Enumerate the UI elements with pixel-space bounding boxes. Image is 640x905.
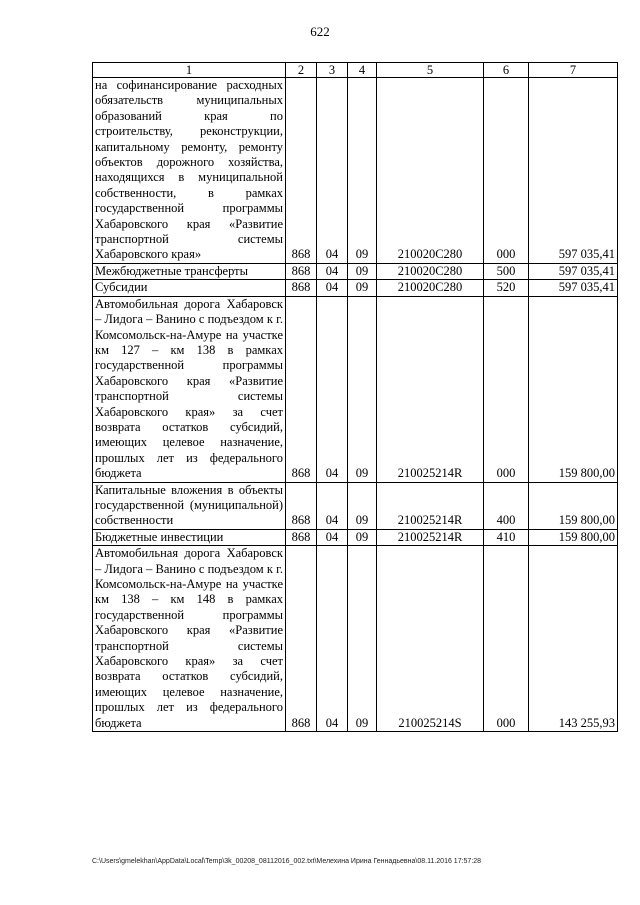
row-expense-type: 410 (484, 529, 529, 545)
row-section: 04 (317, 263, 348, 279)
row-subsection: 09 (348, 296, 377, 482)
table-row (93, 280, 618, 296)
row-expense-type: 400 (484, 482, 529, 529)
row-target-article: 210020С280 (377, 280, 484, 296)
row-description: Субсидии (93, 280, 286, 296)
row-target-article: 210025214R (377, 482, 484, 529)
row-description: Автомобильная дорога Хабаровск – Лидога – Ванино с подъездом к г. Комсомольск-на-Амуре на участке км 138 – км 148 в рамках государственной программы Хабаровского края «Развитие транспортной системы Хабаровского края» за счет возврата остатков субсидий, имеющих целевое назначение, прошлых лет из федерального бюджета (93, 546, 286, 732)
table-row (93, 482, 618, 529)
row-subsection: 09 (348, 529, 377, 545)
row-code: 868 (286, 482, 317, 529)
row-description: Капитальные вложения в объекты государственной (муниципальной) собственности (93, 482, 286, 529)
row-expense-type: 500 (484, 263, 529, 279)
row-description: Бюджетные инвестиции (93, 529, 286, 545)
row-code: 868 (286, 263, 317, 279)
row-section: 04 (317, 482, 348, 529)
table-row (93, 529, 618, 545)
header-col-6: 6 (484, 63, 529, 78)
row-section: 04 (317, 529, 348, 545)
row-section: 04 (317, 280, 348, 296)
row-target-article: 210025214S (377, 546, 484, 732)
row-expense-type: 000 (484, 296, 529, 482)
row-expense-type: 520 (484, 280, 529, 296)
row-target-article: 210025214R (377, 296, 484, 482)
header-row (93, 63, 618, 78)
row-amount: 597 035,41 (529, 280, 618, 296)
file-path-footer: C:\Users\gmelekhan\AppData\Local\Temp\3k_00208_08112016_002.txt\Мелехина Ирина Геннадьевна\08.11.2016 17:57:28 (92, 858, 482, 865)
table-row (93, 296, 618, 482)
row-subsection: 09 (348, 78, 377, 264)
row-expense-type: 000 (484, 546, 529, 732)
table-row (93, 546, 618, 732)
table-row (93, 78, 618, 264)
row-subsection: 09 (348, 482, 377, 529)
row-subsection: 09 (348, 263, 377, 279)
row-expense-type: 000 (484, 78, 529, 264)
row-code: 868 (286, 546, 317, 732)
header-col-1: 1 (93, 63, 286, 78)
row-target-article: 210025214R (377, 529, 484, 545)
row-amount: 159 800,00 (529, 529, 618, 545)
header-col-7: 7 (529, 63, 618, 78)
header-col-3: 3 (317, 63, 348, 78)
table-row (93, 263, 618, 279)
row-section: 04 (317, 78, 348, 264)
row-section: 04 (317, 296, 348, 482)
row-amount: 159 800,00 (529, 482, 618, 529)
row-code: 868 (286, 296, 317, 482)
row-subsection: 09 (348, 280, 377, 296)
row-subsection: 09 (348, 546, 377, 732)
row-section: 04 (317, 546, 348, 732)
row-code: 868 (286, 529, 317, 545)
row-description: на софинансирование расходных обязательств муниципальных образований края по строительству, реконструкции, капитальному ремонту, ремонту объектов дорожного хозяйства, находящихся в муниципальной собственности, в рамках государственной программы Хабаровского края «Развитие транспортной системы Хабаровского края» (93, 78, 286, 264)
row-description: Автомобильная дорога Хабаровск – Лидога – Ванино с подъездом к г. Комсомольск-на-Амуре на участке км 127 – км 138 в рамках государственной программы Хабаровского края «Развитие транспортной системы Хабаровского края» за счет возврата остатков субсидий, имеющих целевое назначение, прошлых лет из федерального бюджета (93, 296, 286, 482)
header-col-4: 4 (348, 63, 377, 78)
header-col-2: 2 (286, 63, 317, 78)
row-description: Межбюджетные трансферты (93, 263, 286, 279)
budget-table (92, 62, 618, 732)
row-code: 868 (286, 280, 317, 296)
row-target-article: 210020С280 (377, 78, 484, 264)
row-target-article: 210020С280 (377, 263, 484, 279)
row-code: 868 (286, 78, 317, 264)
row-amount: 597 035,41 (529, 263, 618, 279)
row-amount: 143 255,93 (529, 546, 618, 732)
row-amount: 597 035,41 (529, 78, 618, 264)
page-number: 622 (310, 24, 330, 39)
row-amount: 159 800,00 (529, 296, 618, 482)
header-col-5: 5 (377, 63, 484, 78)
